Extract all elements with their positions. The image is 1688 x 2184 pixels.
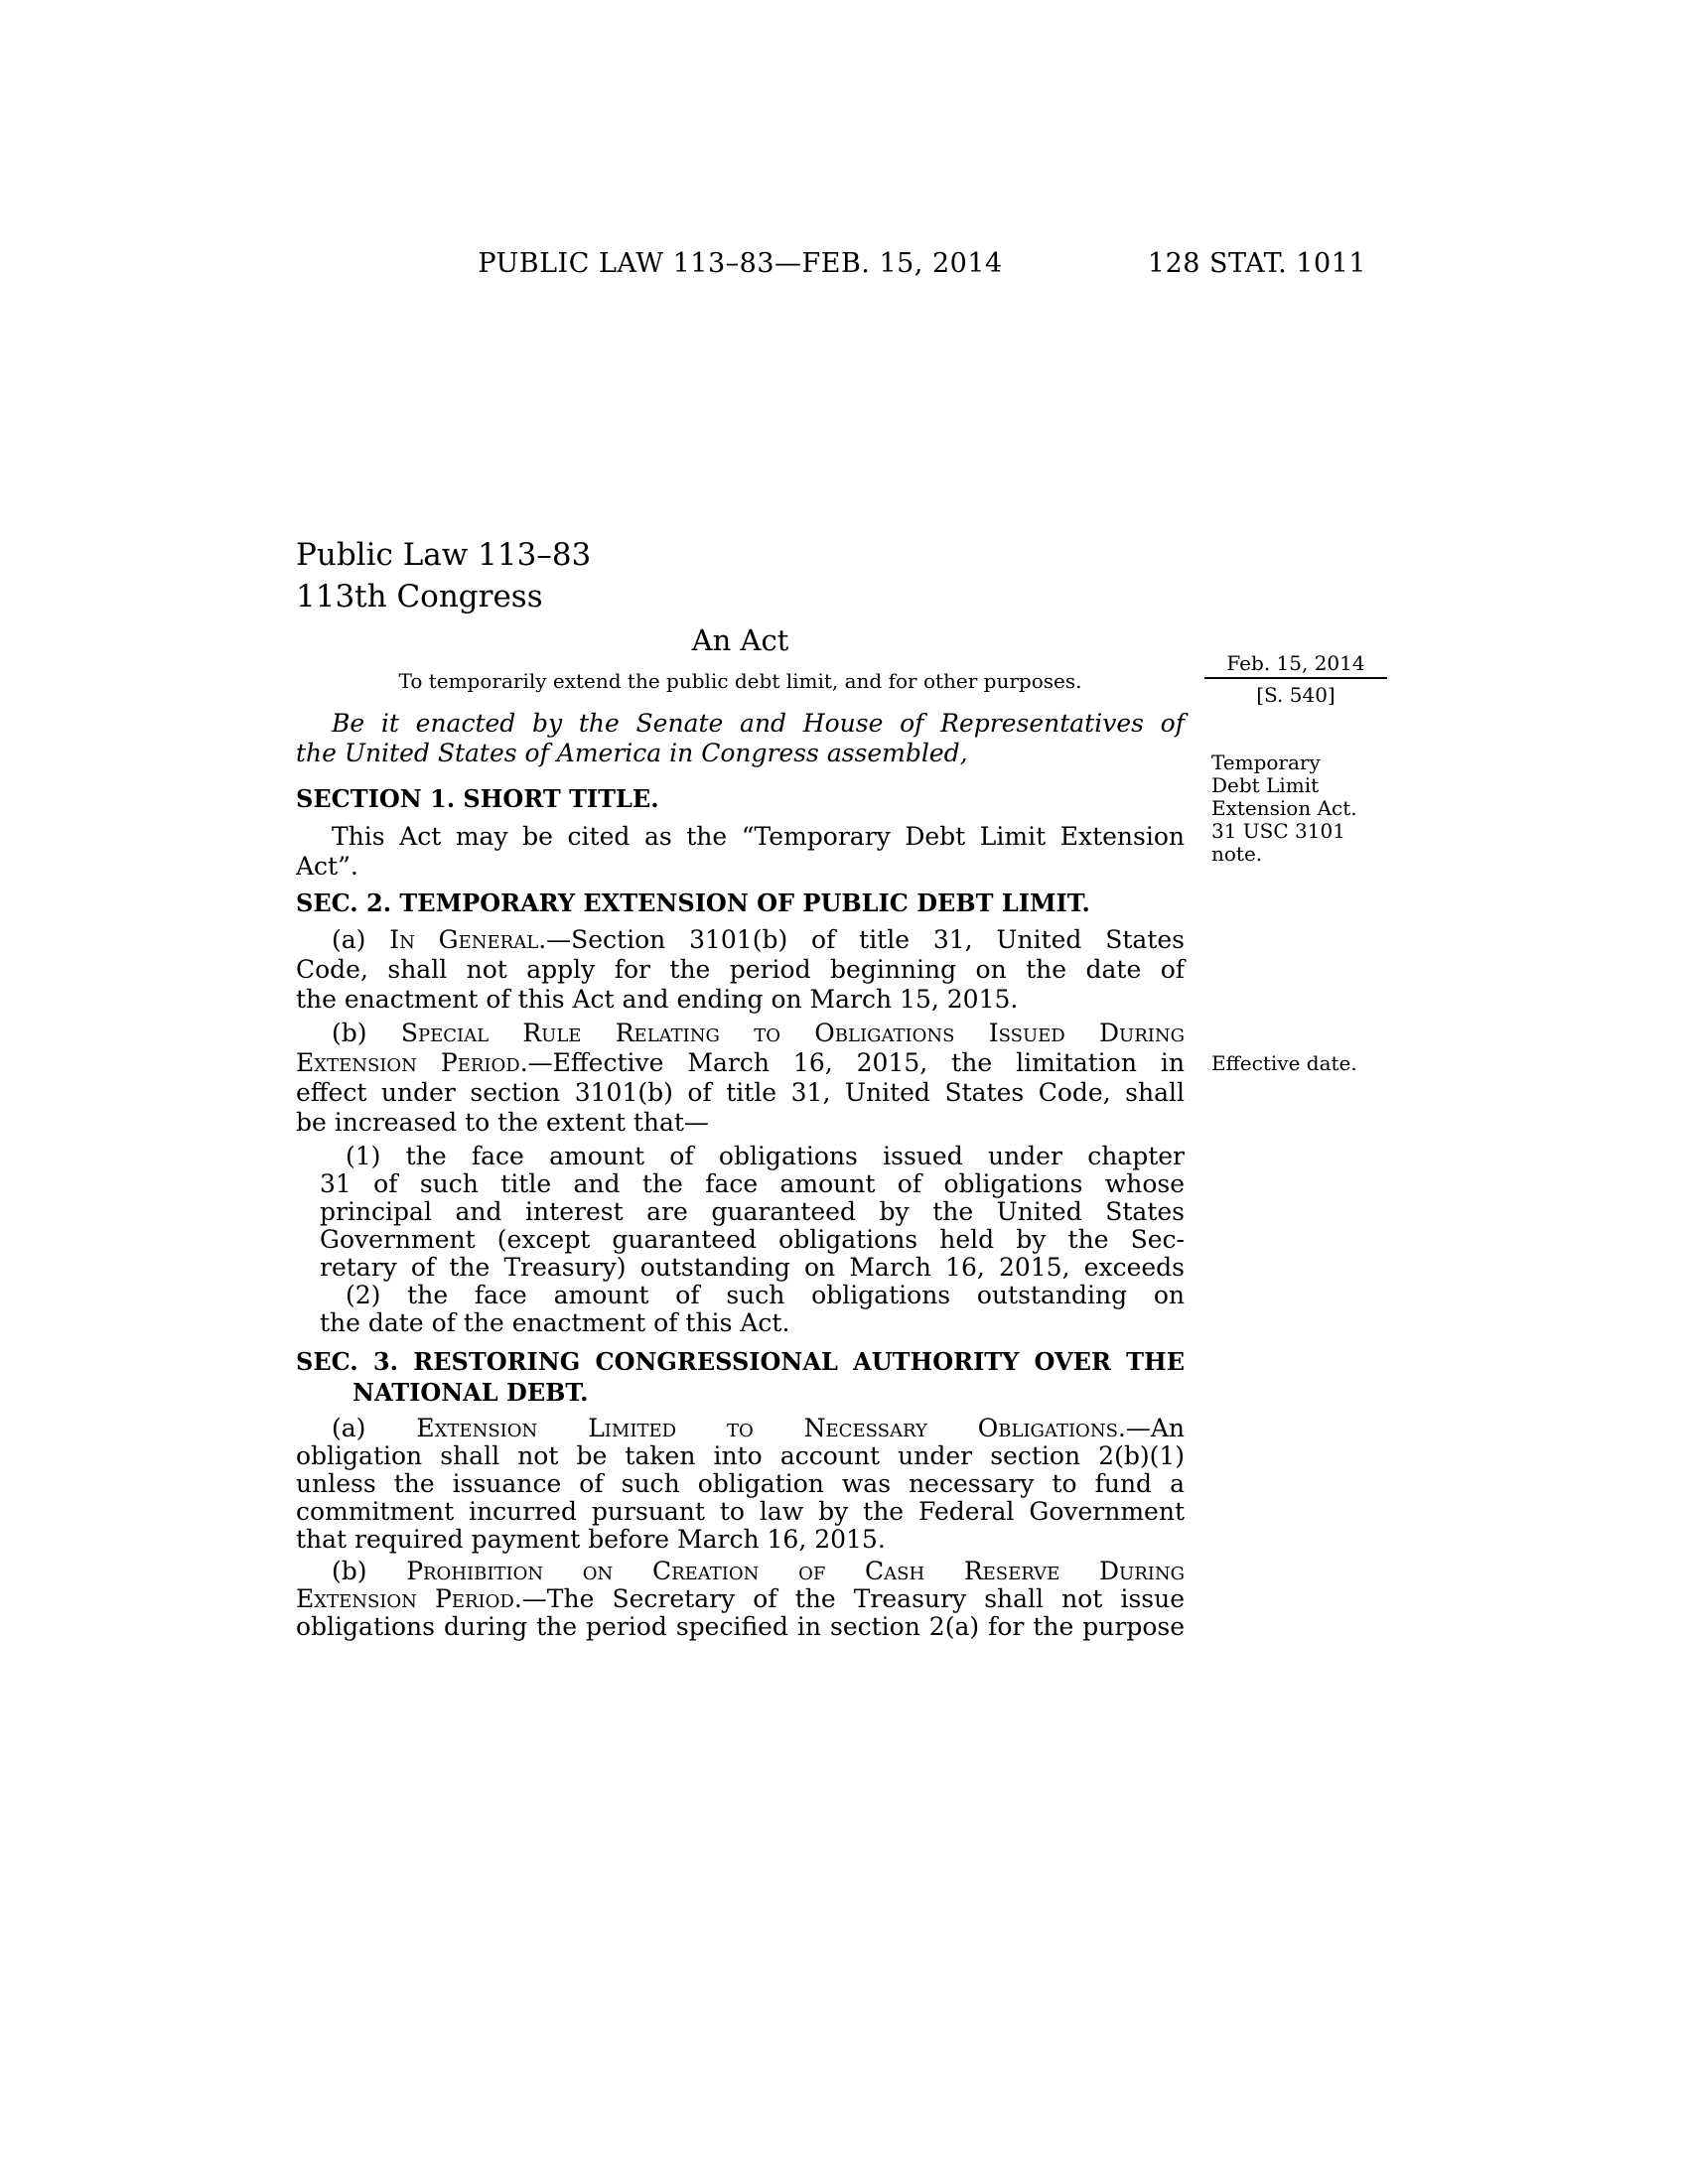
text-segment: 31 USC 3101 [1211,819,1345,843]
text-segment: obligations during the period specified in section 2(a) for the purpose [296,1612,1185,1641]
text-segment: This Act may be cited as the “Temporary Debt Limit Extension [332,822,1185,851]
text-segment: .—Section 3101(b) of title 31, United States [538,925,1185,954]
margin-note-date: Feb. 15, 2014 [1226,651,1365,675]
text-line [296,822,1185,852]
text-segment: (b) [332,1557,407,1585]
text-line [320,1198,1185,1226]
law-number: Public Law 113–83 [296,537,592,573]
text-segment: (b) [332,1019,401,1047]
text-line [296,1108,1185,1138]
text-line [296,1558,1185,1585]
enacting-clause [296,709,1185,768]
text-line [296,1346,1185,1377]
text-segment: Act”. [296,852,358,881]
text-segment: Extension Act. [1211,796,1357,820]
text-segment: Code, shall not apply for the period beginning on the date of [296,955,1185,984]
margin-note-bill-number: [S. 540] [1256,683,1336,707]
congress-line: 113th Congress [296,579,543,614]
margin-note-effective-date: Effective date. [1211,1051,1357,1075]
section-2b-item-1 [320,1143,1185,1282]
text-segment: .—Effective March 16, 2015, the limitation in [519,1048,1185,1077]
text-segment: principal and interest are guaranteed by the United States [320,1197,1185,1226]
text-segment: commitment incurred pursuant to law by the Federal Government [296,1497,1185,1526]
text-line [320,1170,1185,1198]
text-line [296,1048,1185,1078]
act-purpose: To temporarily extend the public debt limit, and for other purposes. [398,669,1082,693]
text-line [1211,843,1394,866]
text-line [320,1143,1185,1170]
text-line [296,739,1185,768]
section-1-heading: SECTION 1. SHORT TITLE. [296,784,659,813]
section-1-text [296,822,1185,882]
smallcaps-segment: Extension Period [296,1048,520,1077]
text-line [320,1254,1185,1282]
margin-note-date-block [1204,651,1387,707]
smallcaps-segment: In General [389,925,539,954]
text-segment: be increased to the extent that— [296,1108,709,1137]
text-segment: obligation shall not be taken into account under section 2(b)(1) [296,1441,1185,1470]
law-number-heading [296,534,1185,617]
smallcaps-segment: Prohibition on Creation of Cash Reserve During [406,1557,1185,1585]
section-2b-paragraph [296,1019,1185,1138]
text-line [296,955,1185,985]
text-segment: note. [1211,842,1263,866]
text-line [1211,751,1394,774]
section-3a-paragraph [296,1415,1185,1554]
text-line [296,1498,1185,1526]
an-act-heading: An Act [691,623,789,657]
text-line [352,1377,1185,1408]
text-line [296,1442,1185,1470]
section-2b-item-2 [320,1282,1185,1337]
text-segment: SEC. 3. RESTORING CONGRESSIONAL AUTHORITY OVER THE [296,1347,1185,1376]
text-segment: the United States of America in Congress assembled, [296,739,968,767]
text-segment: Temporary [1211,751,1321,774]
text-line [296,925,1185,955]
text-line [1211,797,1394,820]
text-segment: effect under section 3101(b) of title 31, United States Code, shall [296,1078,1185,1107]
section-2-heading: SEC. 2. TEMPORARY EXTENSION OF PUBLIC DEBT LIMIT. [296,888,1090,917]
text-segment: Be it enacted by the Senate and House of Representatives of [332,709,1185,738]
text-segment: .—An [1117,1414,1186,1442]
margin-note-short-title [1211,751,1394,866]
text-segment: the enactment of this Act and ending on March 15, 2015. [296,985,1019,1014]
smallcaps-segment: Extension Period [296,1584,514,1613]
text-line [296,852,1185,882]
text-segment: (2) the face amount of such obligations outstanding on [346,1281,1185,1309]
text-line [296,1415,1185,1442]
text-segment: (a) [332,1414,417,1442]
text-segment: (1) the face amount of obligations issued under chapter [346,1142,1185,1170]
text-line [320,1282,1185,1309]
section-3-heading [296,1346,1185,1408]
smallcaps-segment: Extension Limited to Necessary Obligations [416,1414,1118,1442]
text-segment: (a) [332,925,390,954]
main-text-column [296,534,1185,1641]
text-segment: .—The Secretary of the Treasury shall not issue [513,1584,1185,1613]
smallcaps-segment: Special Rule Relating to Obligations Issued During [400,1019,1185,1047]
running-header-title: PUBLIC LAW 113–83—FEB. 15, 2014 [478,248,1003,279]
text-line [320,1309,1185,1337]
text-line [296,1585,1185,1613]
text-line [296,1019,1185,1048]
text-line [296,1078,1185,1108]
text-line [320,1226,1185,1254]
text-line [296,1470,1185,1498]
stat-page-number: 128 STAT. 1011 [1147,248,1366,279]
text-segment: 31 of such title and the face amount of obligations whose [320,1169,1185,1198]
text-segment: that required payment before March 16, 2015. [296,1525,886,1554]
text-segment: retary of the Treasury) outstanding on March 16, 2015, exceeds [320,1253,1185,1282]
text-segment: Government (except guaranteed obligations held by the Sec- [320,1225,1185,1254]
text-line [1211,820,1394,843]
text-segment: the date of the enactment of this Act. [320,1308,790,1337]
text-line [296,1613,1185,1641]
text-segment: NATIONAL DEBT. [352,1378,589,1407]
section-3b-paragraph [296,1558,1185,1641]
date-rule [1204,677,1387,679]
text-segment: unless the issuance of such obligation was necessary to fund a [296,1469,1185,1498]
text-line [1211,774,1394,797]
text-line [296,1526,1185,1554]
text-line [296,709,1185,739]
text-segment: Debt Limit [1211,773,1320,797]
section-2a-paragraph [296,925,1185,1015]
text-line [296,985,1185,1015]
